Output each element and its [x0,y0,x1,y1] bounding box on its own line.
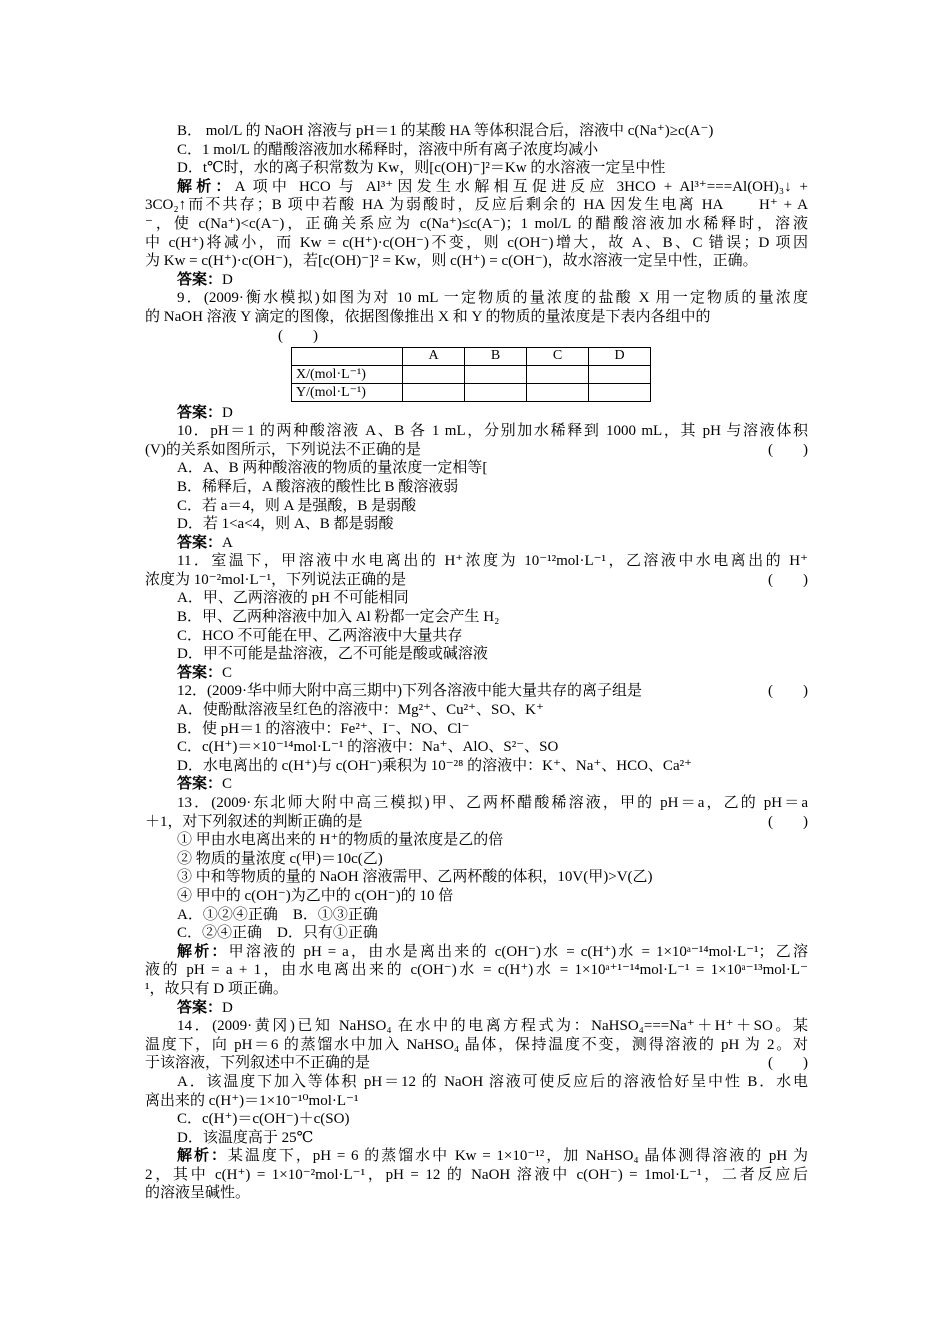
line-text: 14．(2009·黄冈)已知 NaHSO₄ 在水中的电离方程式为：NaHSO₄===Na⁺＋H⁺＋SO。某 [177,1018,808,1035]
line-text: 温度下，向 pH＝6 的蒸馏水中加入 NaHSO₄ 晶体，保持温度不变，测得溶液的 pH 为 2。对 [145,1036,808,1053]
text-line [145,738,808,757]
line-text: B．稀释后，A 酸溶液的酸性比 B 酸溶液弱 [177,478,459,495]
text-line [145,552,808,571]
text-line [145,234,808,253]
line-label: 解析： [177,1148,228,1165]
line-label: 解析： [177,178,235,195]
text-line [145,515,808,534]
text-line [145,701,808,720]
answer-paren: ( ) [768,571,808,588]
text-line [145,980,808,999]
line-text: C．c(H⁺)＝×10⁻¹⁴mol·L⁻¹ 的溶液中：Na⁺、AlO、S²⁻、SO [177,739,559,756]
table-row [292,383,651,401]
line-text: A．甲、乙两溶液的 pH 不可能相同 [177,590,409,607]
line-text: 甲溶液的 pH = a，由水是离出来的 c(OH⁻)水 = c(H⁺)水 = 1×10ᵃ⁻¹⁴mol·L⁻¹；乙溶 [228,943,808,960]
line-text: D [222,999,233,1016]
answer-paren: ( ) [278,327,318,344]
line-text: 10．pH＝1 的两种酸溶液 A、B 各 1 mL，分别加水稀释到 1000 mL，其 pH 与溶液体积 [177,423,808,440]
text-line [145,459,808,478]
line-text: C [222,776,233,793]
line-text: 离出来的 c(H⁺)＝1×10⁻¹⁰mol·L⁻¹ [145,1092,359,1109]
text-line [145,1110,808,1129]
text-line [145,868,808,887]
line-text: A．A、B 两种酸溶液的物质的量浓度一定相等[ [177,460,488,477]
table-header-cell: D [589,347,651,365]
text-line [145,608,808,627]
text-line [145,887,808,906]
text-line [145,1036,808,1055]
text-line [145,1166,808,1185]
document-page [145,122,808,1203]
concentration-table [291,347,651,402]
text-line [145,645,808,664]
table-cell: Y/(mol·L⁻¹) [292,383,403,401]
line-label: 解析： [177,943,229,960]
text-line [145,850,808,869]
line-text: C．若 a＝4，则 A 是强酸，B 是弱酸 [177,497,417,514]
text-line [145,1073,808,1092]
line-text: D．该温度高于 25℃ [177,1129,314,1146]
table-cell [465,365,527,383]
line-text: 2，其中 c(H⁺) = 1×10⁻²mol·L⁻¹，pH = 12 的 NaOH 溶液中 c(OH⁻) = 1mol·L⁻¹，二者反应后 [145,1166,808,1183]
text-line [145,589,808,608]
text-line [145,924,808,943]
line-text: 于该溶液，下列叙述中不正确的是 [145,1055,371,1072]
line-text: A [222,534,233,551]
text-line [145,1184,808,1203]
text-line [145,141,808,160]
line-text: D．t℃时，水的离子积常数为 Kw，则[c(OH)⁻]²＝Kw 的水溶液一定呈中性 [177,160,666,177]
line-text: ¹，故只有 D 项正确。 [145,980,288,997]
table-cell [527,383,589,401]
text-line [145,478,808,497]
text-line [145,961,808,980]
text-block-bottom [145,404,808,1204]
line-text: 9．(2009·衡水模拟)如图为对 10 mL 一定物质的量浓度的盐酸 X 用一定物质的量浓度 [177,290,808,307]
table-cell [589,365,651,383]
text-line [145,441,808,460]
table-cell [527,365,589,383]
line-text: A．该温度下加入等体积 pH＝12 的 NaOH 溶液可使反应后的溶液恰好呈中性 B．水电 [177,1073,808,1090]
line-text: 液的 pH = a + 1，由水电离出来的 c(OH⁻)水 = c(H⁺)水 = 1×10ᵃ⁺¹⁻¹⁴mol·L⁻¹ = 1×10ᵃ⁻¹³mol·L⁻ [145,962,808,979]
line-text: D．甲不可能是盐溶液，乙不可能是酸或碱溶液 [177,646,488,663]
text-line [145,794,808,813]
table-row [292,365,651,383]
line-text: (V)的关系如图所示，下列说法不正确的是 [145,441,421,458]
text-line [145,682,808,701]
answer-paren: ( ) [768,1055,808,1072]
text-line [145,813,808,832]
line-text: 13．(2009·东北师大附中高三模拟)甲、乙两杯醋酸稀溶液，甲的 pH＝a，乙的 pH＝a [177,795,808,811]
table-header-row [292,347,651,365]
line-label: 答案： [177,271,223,288]
answer-paren: ( ) [768,683,808,700]
line-text: 浓度为 10⁻²mol·L⁻¹，下列说法正确的是 [145,571,407,588]
line-text: A．使酚酞溶液呈红色的溶液中：Mg²⁺、Cu²⁺、SO、K⁺ [177,702,544,719]
text-line [145,664,808,683]
line-text: C．1 mol/L 的醋酸溶液加水稀释时，溶液中所有离子浓度均减小 [177,141,599,158]
text-line [145,215,808,234]
text-line [145,534,808,553]
text-line [145,1092,808,1111]
line-text: D．若 1<a<4，则 A、B 都是弱酸 [177,516,394,533]
line-text: 某温度下，pH = 6 的蒸馏水中 Kw = 1×10⁻¹²，加 NaHSO₄ 晶体测得溶液的 pH 为 [227,1148,808,1165]
concentration-table-wrap [291,347,808,402]
text-line [145,196,808,215]
text-line [145,999,808,1018]
text-line [145,289,808,308]
line-text: B．甲、乙两种溶液中加入 Al 粉都一定会产生 H₂ [177,609,500,626]
text-line [145,571,808,590]
line-text: ⁻，使 c(Na⁺)<c(A⁻)，正确关系应为 c(Na⁺)≤c(A⁻)；1 mol/L 的醋酸溶液加水稀释时，溶液 [145,215,808,232]
line-text: B． mol/L 的 NaOH 溶液与 pH＝1 的某酸 HA 等体积混合后，溶液中 c(Na⁺)≥c(A⁻) [177,123,714,139]
text-line [145,422,808,441]
text-line [145,627,808,646]
line-text: 中 c(H⁺)将减小，而 Kw = c(H⁺)·c(OH⁻)不变，则 c(OH⁻)增大，故 A、B、C 错误；D 项因 [145,234,808,251]
text-line [145,122,808,141]
text-line [145,1017,808,1036]
line-text: B．使 pH＝1 的溶液中：Fe²⁺、I⁻、NO、Cl⁻ [177,720,470,737]
line-label: 答案： [177,664,223,681]
table-cell [589,383,651,401]
table-header-cell: C [527,347,589,365]
line-text: D [222,271,233,288]
line-label: 答案： [177,776,223,793]
line-text: ④ 甲中的 c(OH⁻)为乙中的 c(OH⁻)的 10 倍 [177,887,454,904]
line-text: 11．室温下，甲溶液中水电离出的 H⁺浓度为 10⁻¹²mol·L⁻¹，乙溶液中水电离出的 H⁺ [177,553,808,570]
table-cell [465,383,527,401]
line-text: 的 NaOH 溶液 Y 滴定的图像，依据图像推出 X 和 Y 的物质的量浓度是下表内各组中的 [145,308,711,325]
text-line [145,757,808,776]
line-text: A．①②④正确 B．①③正确 [177,906,378,923]
table-header-cell [292,347,403,365]
answer-paren: ( ) [768,441,808,458]
table-header-cell: B [465,347,527,365]
answer-paren: ( ) [768,813,808,830]
text-line [145,1054,808,1073]
line-text: D [222,404,233,421]
line-text: ＋1，对下列叙述的判断正确的是 [145,813,363,830]
line-text: 3CO₂↑而不共存；B 项中若酸 HA 为弱酸时，反应后剩余的 HA 因发生电离 HA H⁺ + A [145,197,808,214]
table-header-cell: A [403,347,465,365]
line-text: ① 甲由水电离出来的 H⁺的物质的量浓度是乙的倍 [177,832,504,849]
line-text: 为 Kw = c(H⁺)·c(OH⁻)，若[c(OH)⁻]² = Kw，则 c(H⁺) = c(OH⁻)，故水溶液一定呈中性，正确。 [145,253,758,270]
line-label: 答案： [177,404,223,421]
text-line [145,906,808,925]
line-text: D．水电离出的 c(H⁺)与 c(OH⁻)乘积为 10⁻²⁸ 的溶液中：K⁺、Na⁺、HCO、Ca²⁺ [177,757,693,774]
line-text: A 项中 HCO 与 Al³⁺因发生水解相互促进反应 3HCO + Al³⁺===Al(OH)₃↓ + [234,178,808,195]
text-line [145,178,808,197]
text-line [145,271,808,290]
line-text: C [222,664,233,681]
text-line [145,1129,808,1148]
text-line [145,497,808,516]
text-line [145,252,808,271]
table-cell: X/(mol·L⁻¹) [292,365,403,383]
text-line [145,943,808,962]
text-line [145,720,808,739]
line-label: 答案： [177,534,223,551]
line-label: 答案： [177,999,223,1016]
text-line [145,404,808,423]
line-text: C．c(H⁺)＝c(OH⁻)＋c(SO) [177,1111,350,1128]
line-text: 12．(2009·华中师大附中高三期中)下列各溶液中能大量共存的离子组是 [177,683,642,700]
line-text: ③ 中和等物质的量的 NaOH 溶液需甲、乙两杯酸的体积，10V(甲)>V(乙) [177,869,653,886]
line-text: ② 物质的量浓度 c(甲)＝10c(乙) [177,850,383,867]
text-line [145,831,808,850]
line-text: C．HCO 不可能在甲、乙两溶液中大量共存 [177,627,463,644]
text-block-top [145,122,808,327]
table-cell [403,365,465,383]
text-line [145,1147,808,1166]
text-line [145,308,808,327]
text-line [145,159,808,178]
table-cell [403,383,465,401]
line-text: 的溶液呈碱性。 [145,1185,251,1202]
text-line [145,775,808,794]
line-text: C．②④正确 D．只有①正确 [177,925,378,942]
